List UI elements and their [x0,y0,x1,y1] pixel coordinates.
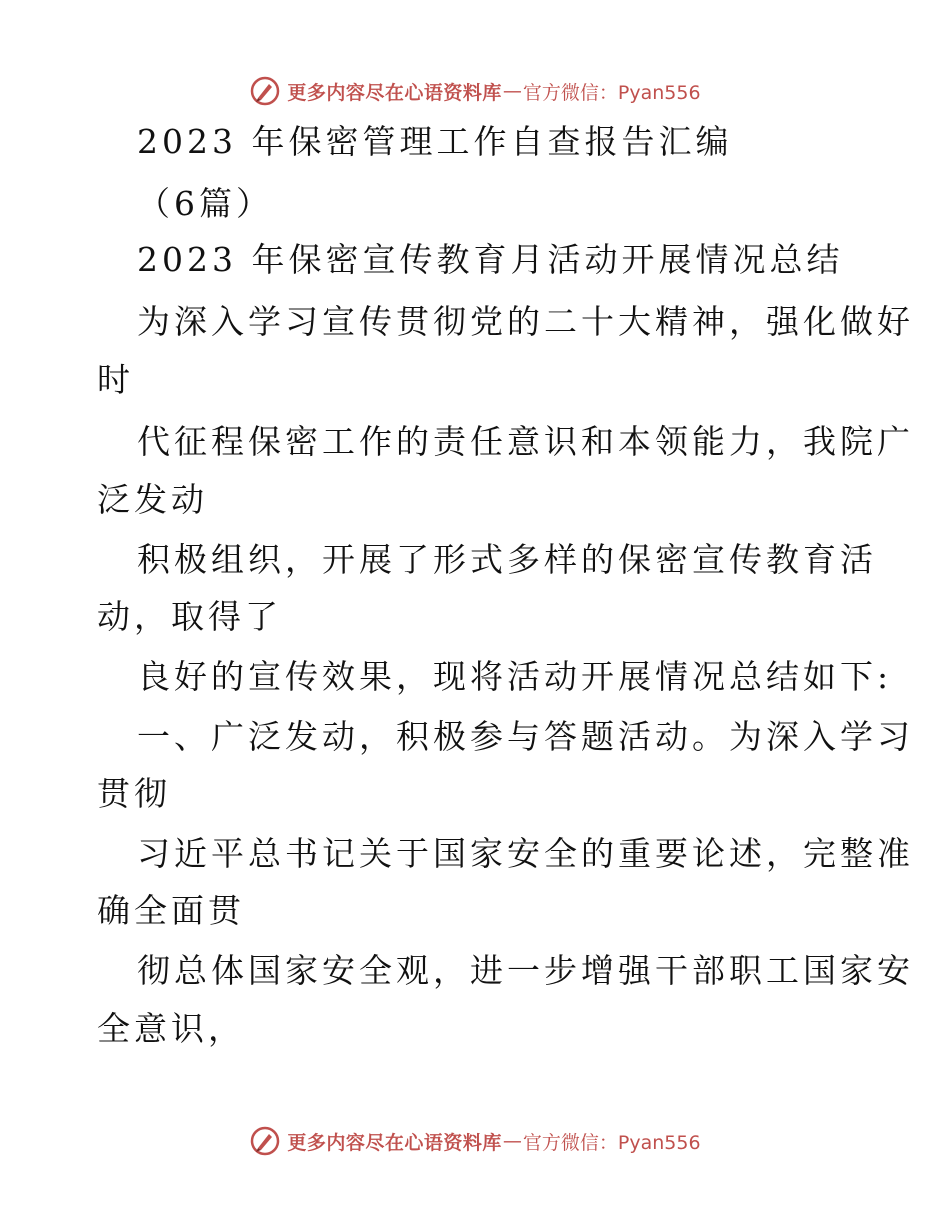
text-line: 代征程保密工作的责任意识和本领能力，我院广 [137,422,914,461]
pen-logo-icon [249,75,281,107]
text-line: 确全面贯 [97,891,245,930]
watermark-footer [0,1121,950,1161]
watermark-header [0,71,950,111]
text-line: 彻总体国家安全观，进一步增强干部职工国家安 [137,951,914,990]
text-line: 时 [97,360,134,399]
watermark-separator: — [502,80,522,102]
text-line: 为深入学习宣传贯彻党的二十大精神，强化做好 [137,302,914,341]
watermark-text: 更多内容尽在心语资料库 [287,81,502,104]
watermark-contact: 官方微信：Pyan556 [522,1131,701,1154]
section-heading: 2023 年保密宣传教育月活动开展情况总结 [137,240,844,279]
text-line: 全意识， [97,1009,245,1048]
text-line: 泛发动 [97,480,208,519]
document-subtitle: （6篇） [137,184,273,223]
watermark-separator: — [502,1130,522,1152]
text-line: 贯彻 [97,774,171,813]
watermark-text: 更多内容尽在心语资料库 [287,1131,502,1154]
text-line: 良好的宣传效果，现将活动开展情况总结如下: [137,657,893,696]
text-line: 积极组织，开展了形式多样的保密宣传教育活 [137,540,877,579]
document-title: 2023 年保密管理工作自查报告汇编 [137,122,733,161]
text-line: 动，取得了 [97,597,282,636]
watermark-contact: 官方微信：Pyan556 [522,81,701,104]
text-line: 习近平总书记关于国家安全的重要论述，完整准 [137,834,914,873]
pen-logo-icon [249,1125,281,1157]
text-line: 一、广泛发动，积极参与答题活动。为深入学习 [137,717,914,756]
